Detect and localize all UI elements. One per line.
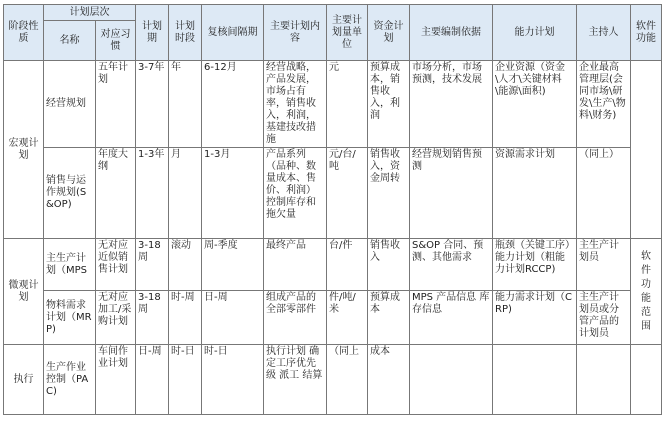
row-capacity: 能力需求计划（CRP): [493, 291, 577, 345]
row-review: 6-12月: [202, 61, 264, 148]
header-period: 计划期: [136, 5, 169, 61]
row-basis: 经营规划销售预测: [410, 148, 493, 239]
group-micro: 微观计划: [4, 239, 44, 345]
software-scope-label: 软件功能范围: [641, 250, 651, 332]
row-content: 组成产品的全部零部件: [264, 291, 327, 345]
row-name: 主生产计划（MPS: [44, 239, 96, 291]
row-fund: 预算成本，销售收入，利润: [368, 61, 410, 148]
row-fund: 预算成本: [368, 291, 410, 345]
row-habit: 车间作业计划: [96, 345, 136, 415]
row-name: 物料需求计划（MRP): [44, 291, 96, 345]
header-stage: 阶段性质: [4, 5, 44, 61]
table-row: [4, 345, 662, 415]
row-fund: 销售收入，资金周转: [368, 148, 410, 239]
row-unit: 件/吨/米: [327, 291, 368, 345]
row-host: 主生产计划员或分管产品的计划员: [577, 291, 631, 345]
row-unit: 元/台/吨: [327, 148, 368, 239]
header-plan-level: 计划层次: [44, 5, 136, 21]
row-capacity: [493, 345, 577, 415]
row-habit: 无对应近似销售计划: [96, 239, 136, 291]
software-cell-macro: [631, 61, 662, 239]
row-name: 经营规划: [44, 61, 96, 148]
header-content: 主要计划内容: [264, 5, 327, 61]
row-fund: 销售收入: [368, 239, 410, 291]
row-name: 生产作业控制（PAC): [44, 345, 96, 415]
row-slot: 月: [169, 148, 202, 239]
header-slot: 计划时段: [169, 5, 202, 61]
row-capacity: 资源需求计划: [493, 148, 577, 239]
row-basis: [410, 345, 493, 415]
row-period: 3-18周: [136, 239, 169, 291]
software-scope: [631, 239, 662, 345]
row-content: 最终产品: [264, 239, 327, 291]
row-review: 1-3月: [202, 148, 264, 239]
row-unit: （同上: [327, 345, 368, 415]
row-content: 产品系列（品种、数量成本、售价、利润）控制库存和拖欠量: [264, 148, 327, 239]
header-host: 主持人: [577, 5, 631, 61]
row-content: 经营战略，产品发展，市场占有率，销售收入，利润，基建技改措施: [264, 61, 327, 148]
row-basis: S&OP 合同、预测、其他需求: [410, 239, 493, 291]
row-unit: 元: [327, 61, 368, 148]
row-host: 企业最高管理层(会同市场\研发\生产\物料\财务): [577, 61, 631, 148]
row-period: 日-周: [136, 345, 169, 415]
row-basis: 市场分析，市场预测，技术发展: [410, 61, 493, 148]
row-host: [577, 345, 631, 415]
table-row: [4, 148, 662, 239]
row-slot: 年: [169, 61, 202, 148]
header-fund: 资金计划: [368, 5, 410, 61]
header-row-1: [4, 5, 662, 21]
row-slot: 时-周: [169, 291, 202, 345]
row-name: 销售与运作规划(S&OP): [44, 148, 96, 239]
row-habit: 五年计划: [96, 61, 136, 148]
row-host: 主生产计划员: [577, 239, 631, 291]
header-review: 复核间隔期: [202, 5, 264, 61]
header-capacity: 能力计划: [493, 5, 577, 61]
table-row: [4, 61, 662, 148]
row-slot: 时-日: [169, 345, 202, 415]
table-row: [4, 239, 662, 291]
row-period: 3-18周: [136, 291, 169, 345]
row-period: 3-7年: [136, 61, 169, 148]
row-review: 日-周: [202, 291, 264, 345]
table-row: [4, 291, 662, 345]
row-slot: 滚动: [169, 239, 202, 291]
row-review: 时-日: [202, 345, 264, 415]
planning-table-frame: [3, 4, 661, 434]
header-habit: 对应习惯: [96, 21, 136, 61]
row-period: 1-3年: [136, 148, 169, 239]
software-cell-exec: [631, 345, 662, 415]
row-basis: MPS 产品信息 库存信息: [410, 291, 493, 345]
row-habit: 年度大纲: [96, 148, 136, 239]
row-unit: 台/件: [327, 239, 368, 291]
row-host: （同上）: [577, 148, 631, 239]
header-name: 名称: [44, 21, 96, 61]
header-unit: 主要计划量单位: [327, 5, 368, 61]
group-exec: 执行: [4, 345, 44, 415]
group-macro: 宏观计划: [4, 61, 44, 239]
planning-hierarchy-table: [3, 4, 662, 415]
row-habit: 无对应加工/采购计划: [96, 291, 136, 345]
row-content: 执行计划 确定工序优先级 派工 结算: [264, 345, 327, 415]
header-software: 软件功能: [631, 5, 662, 61]
row-review: 周-季度: [202, 239, 264, 291]
row-capacity: 瓶颈（关键工序）能力计划（粗能力计划RCCP): [493, 239, 577, 291]
header-basis: 主要编制依据: [410, 5, 493, 61]
row-fund: 成本: [368, 345, 410, 415]
row-capacity: 企业资源（资金\人才\关键材料\能源\面积): [493, 61, 577, 148]
